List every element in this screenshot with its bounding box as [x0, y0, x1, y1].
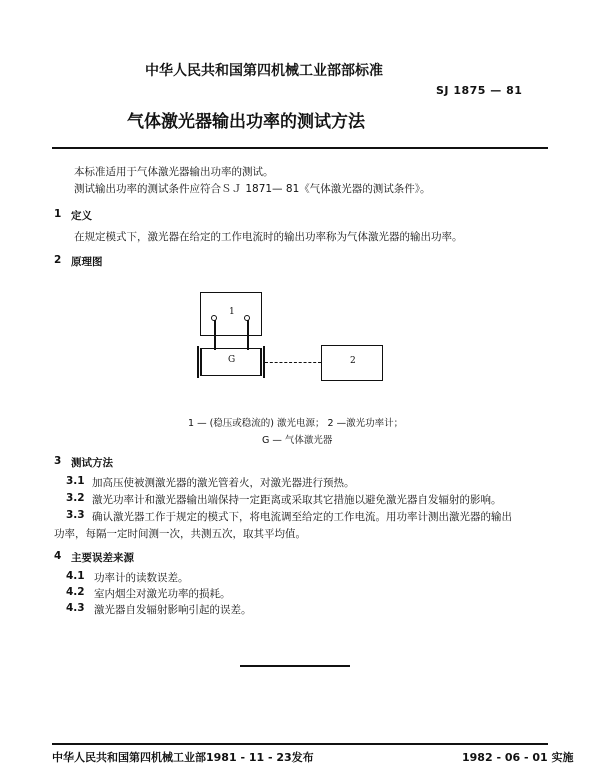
section-2-number: 2 [54, 254, 62, 266]
document-title: 气体激光器输出功率的测试方法 [127, 112, 365, 132]
implementation-date: 1982 - 06 - 01 实施 [462, 751, 574, 764]
diagram-caption-line-1: 1 — (稳压或稳流的) 激光电源； 2 —激光功率计； [188, 418, 404, 429]
section-1-number: 1 [54, 208, 62, 220]
item-4-3-number: 4.3 [66, 602, 85, 614]
lead-right [247, 318, 249, 350]
box1-label: 1 [229, 307, 235, 317]
item-3-3-text: 确认激光器工作于规定的模式下，将电流调至给定的工作电流。用功率计测出激光器的输出 [92, 511, 512, 523]
item-4-1-text: 功率计的读数误差。 [94, 572, 189, 584]
item-3-1-number: 3.1 [66, 475, 85, 487]
item-3-2-number: 3.2 [66, 492, 85, 504]
diagram-caption-line-2: G — 气体激光器 [262, 435, 333, 446]
terminal-right [244, 315, 250, 321]
section-1-text: 在规定模式下，激光器在给定的工作电流时的输出功率称为气体激光器的输出功率。 [74, 231, 463, 243]
lead-left [214, 318, 216, 350]
intro-line-1: 本标准适用于气体激光器输出功率的测试。 [74, 166, 274, 178]
header-rule [52, 147, 548, 149]
end-of-text-rule [240, 665, 350, 667]
tube-end-left [197, 346, 199, 378]
issue-date: 中华人民共和国第四机械工业部1981 - 11 - 23发布 [52, 751, 314, 764]
footer-rule [52, 743, 548, 745]
item-3-3-continuation: 功率，每隔一定时间测一次，共测五次，取其平均值。 [54, 528, 306, 540]
standard-code: SJ 1875 — 81 [436, 84, 523, 97]
section-4-number: 4 [54, 550, 62, 562]
issuing-organization: 中华人民共和国第四机械工业部部标准 [145, 63, 383, 79]
power-meter-box [321, 345, 383, 381]
item-4-2-text: 室内烟尘对激光功率的损耗。 [94, 588, 231, 600]
box2-label: 2 [350, 356, 356, 366]
laser-beam-dashed-line [265, 362, 321, 363]
section-1-title: 定义 [71, 210, 92, 222]
item-4-3-text: 激光器自发辐射影响引起的误差。 [94, 604, 252, 616]
item-3-2-text: 激光功率计和激光器输出端保持一定距离或采取其它措施以避免激光器自发辐射的影响。 [92, 494, 502, 506]
item-4-2-number: 4.2 [66, 586, 85, 598]
item-4-1-number: 4.1 [66, 570, 85, 582]
intro-line-2: 测试输出功率的测试条件应符合ＳＪ 1871— 81《气体激光器的测试条件》。 [74, 183, 431, 195]
gas-laser-tube [200, 348, 262, 376]
section-4-title: 主要误差来源 [71, 552, 134, 564]
item-3-1-text: 加高压使被测激光器的激光管着火，对激光器进行预热。 [92, 477, 355, 489]
section-2-title: 原理图 [71, 256, 103, 268]
tube-label: G [228, 355, 236, 365]
section-3-title: 测试方法 [71, 457, 113, 469]
section-3-number: 3 [54, 455, 62, 467]
laser-power-supply-box [200, 292, 262, 336]
item-3-3-number: 3.3 [66, 509, 85, 521]
terminal-left [211, 315, 217, 321]
